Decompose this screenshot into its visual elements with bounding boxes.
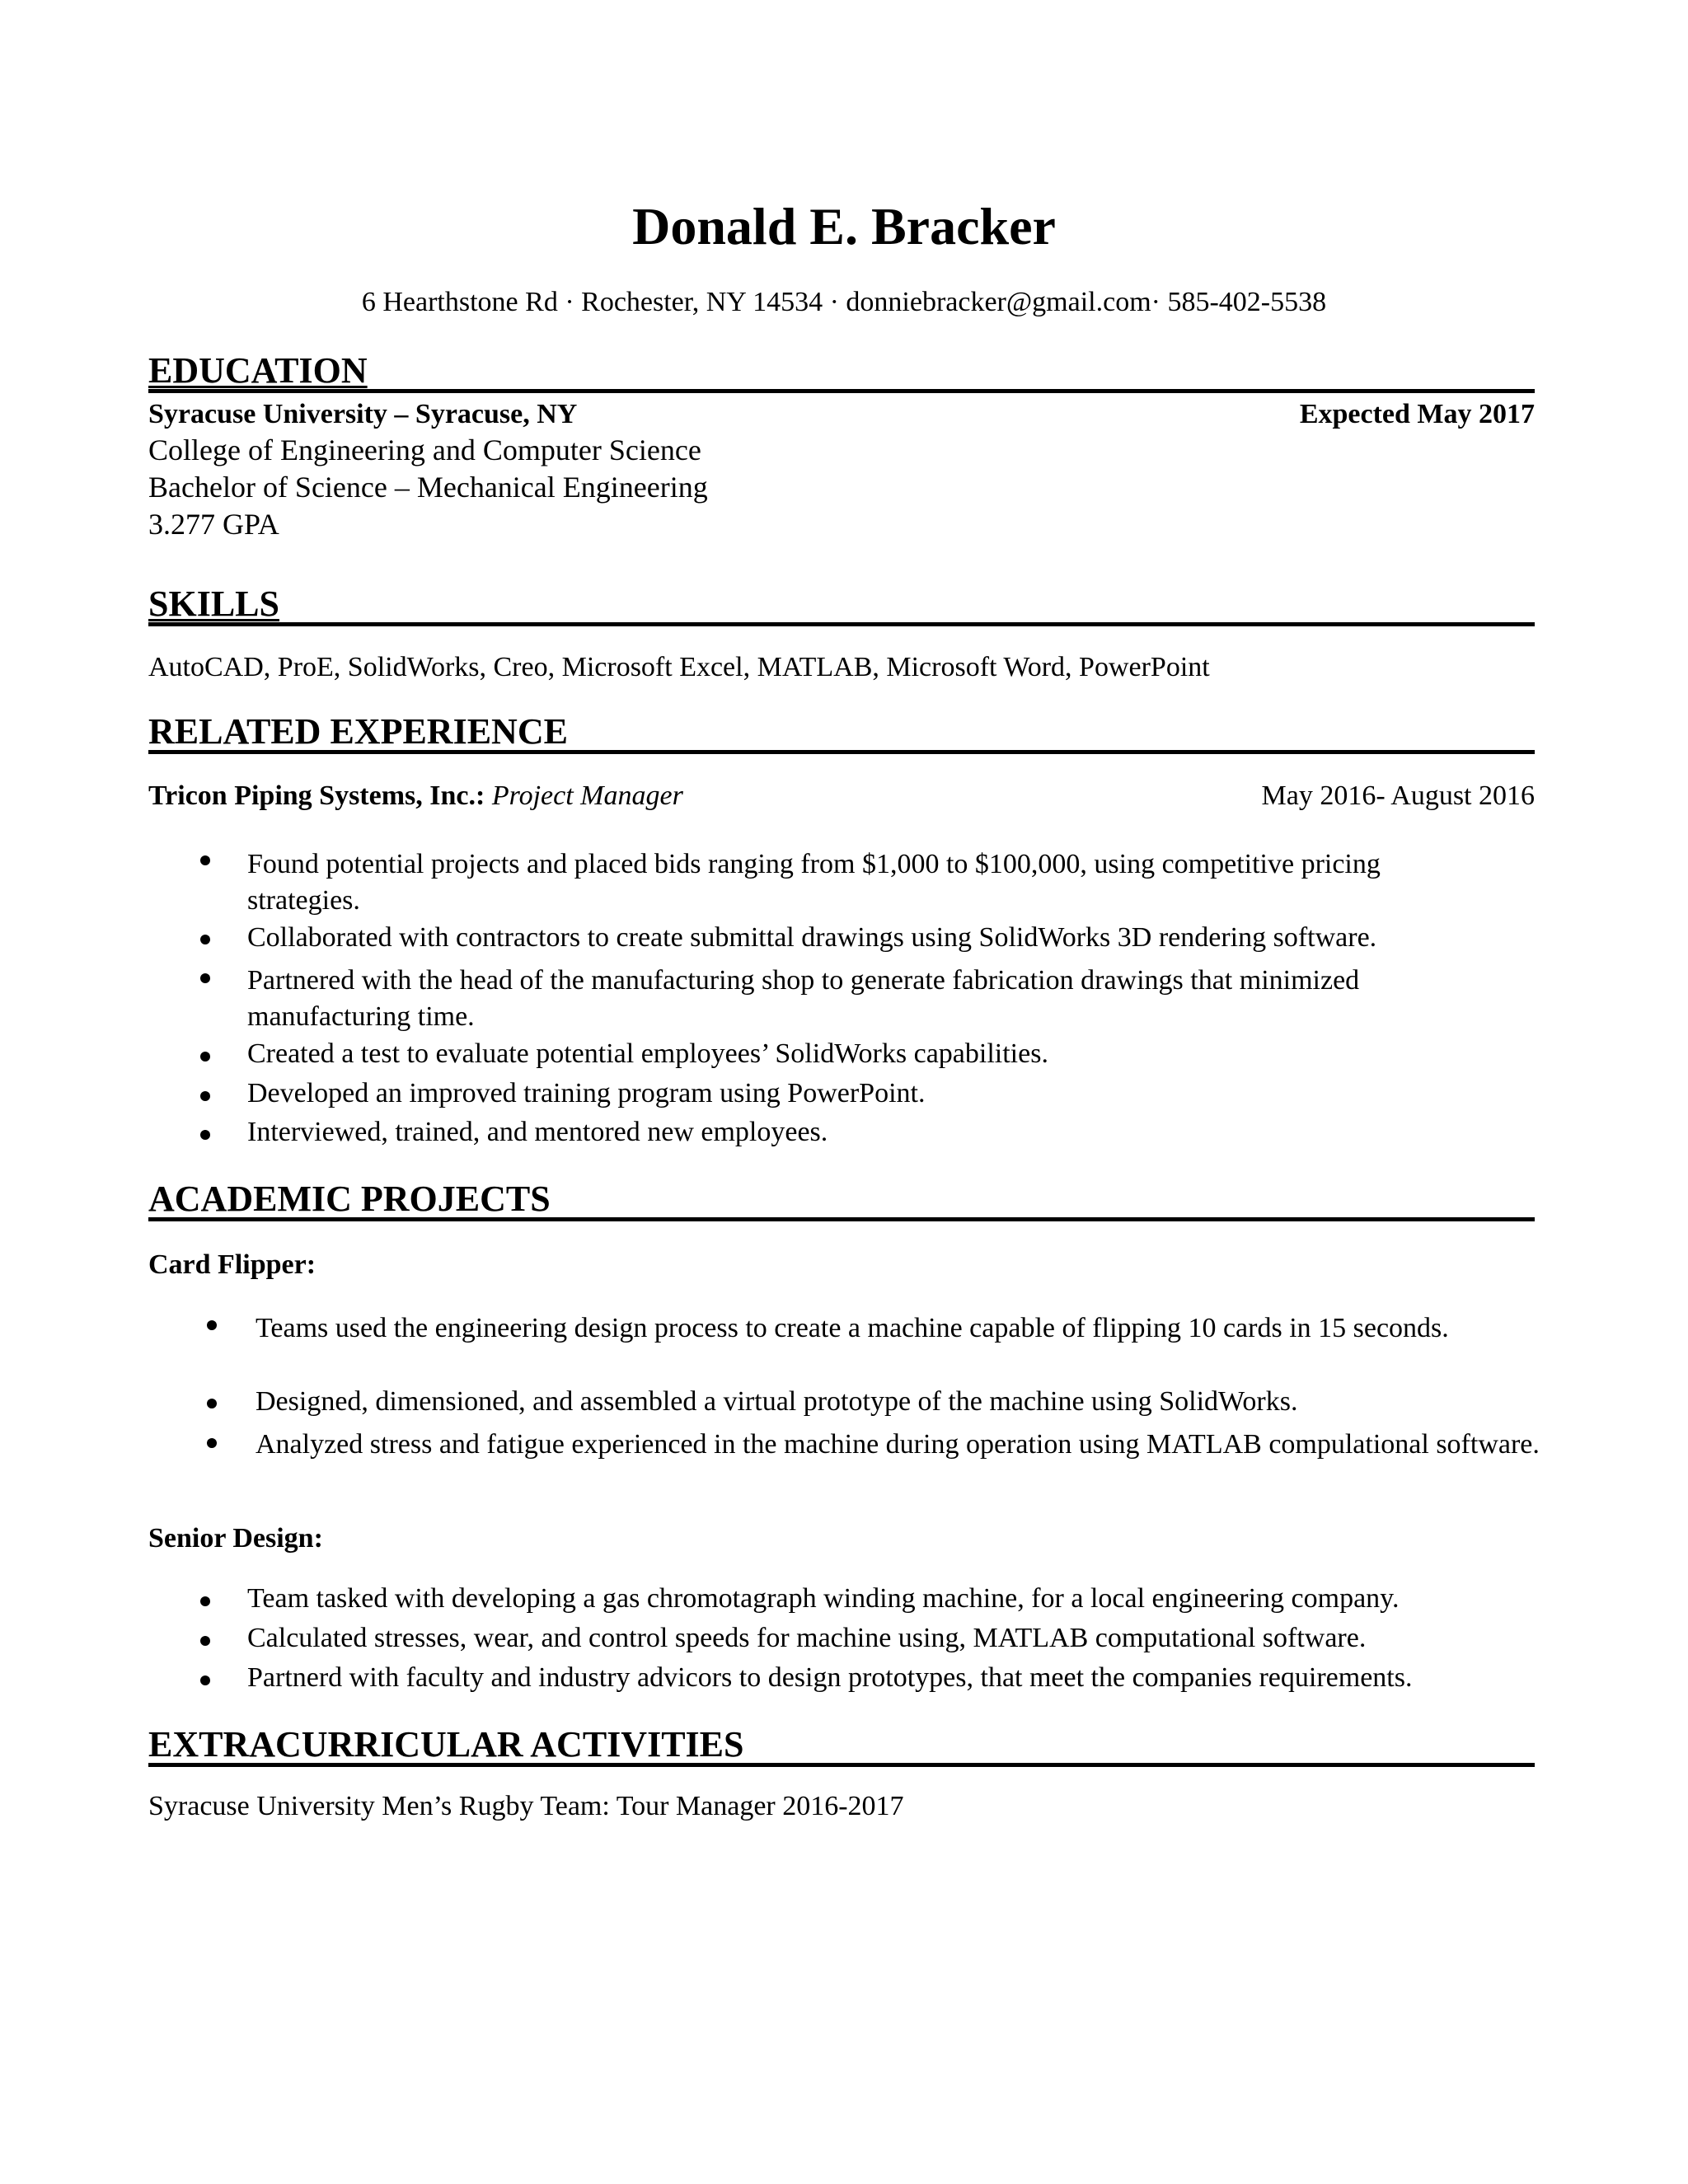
education-line-degree: Bachelor of Science – Mechanical Engineering [148,471,708,504]
experience-bullet-4: Created a test to evaluate potential employees’ SolidWorks capabilities. [247,1038,1048,1069]
card-flipper-title: Card Flipper: [148,1249,316,1280]
card-flipper-bullet-2: Designed, dimensioned, and assembled a virtual prototype of the machine using SolidWorks. [256,1386,1298,1417]
experience-company-line [148,782,683,810]
bullet-dot [200,1052,210,1062]
senior-design-title: Senior Design: [148,1523,323,1554]
bullet-dot [200,855,210,865]
skills-list: AutoCAD, ProE, SolidWorks, Creo, Microsoft Excel, MATLAB, Microsoft Word, PowerPoint [148,652,1210,682]
bullet-dot [207,1320,217,1330]
experience-bullet-2: Collaborated with contractors to create submittal drawings using SolidWorks 3D rendering software. [247,922,1377,953]
bullet-dot [200,1130,210,1140]
card-flipper-bullet-3: Analyzed stress and fatigue experienced in the machine during operation using MATLAB compulational software. [256,1429,1540,1460]
bullet-dot [200,1091,210,1101]
education-line-college: College of Engineering and Computer Science [148,434,701,466]
experience-bullet-5: Developed an improved training program using PowerPoint. [247,1078,926,1108]
extracurricular-text: Syracuse University Men’s Rugby Team: Tour Manager 2016-2017 [148,1791,904,1821]
experience-title: RELATED EXPERIENCE [148,711,568,752]
extracurricular-title: EXTRACURRICULAR ACTIVITIES [148,1724,744,1765]
bullet-dot [200,1675,210,1685]
experience-bullet-1: Found potential projects and placed bids ranging from $1,000 to $100,000, using competitive pricing strategies. [247,849,1381,916]
experience-section-header [148,707,1535,754]
senior-design-bullet-3: Partnerd with faculty and industry advicors to design prototypes, that meet the companies requirements. [247,1662,1413,1693]
resume-name: Donald E. Bracker [632,197,1056,255]
experience-dates: May 2016- August 2016 [1261,780,1535,811]
bullet-dot [200,973,210,983]
card-flipper-bullet-1: Teams used the engineering design process to create a machine capable of flipping 10 cards in 15 seconds. [256,1313,1449,1343]
projects-title: ACADEMIC PROJECTS [148,1179,551,1219]
bullet-dot [200,1636,210,1646]
bullet-dot [200,1596,210,1606]
senior-design-bullet-2: Calculated stresses, wear, and control speeds for machine using, MATLAB computational software. [247,1623,1367,1653]
education-date: Expected May 2017 [1299,399,1535,429]
education-school: Syracuse University – Syracuse, NY [148,399,578,429]
contact-line: 6 Hearthstone Rd · Rochester, NY 14534 · donniebracker@gmail.com· 585-402-5538 [361,287,1327,317]
bullet-dot [207,1438,217,1448]
extracurricular-section-header [148,1720,1535,1767]
bullet-dot [200,935,210,944]
skills-title: SKILLS [148,583,279,624]
experience-bullet-6: Interviewed, trained, and mentored new employees. [247,1117,828,1147]
education-section-header [148,346,1535,393]
experience-role: Project Manager [491,780,683,811]
bullet-dot [207,1399,217,1408]
experience-company: Tricon Piping Systems, Inc.: [148,780,485,811]
skills-section-header [148,579,1535,626]
senior-design-bullet-1: Team tasked with developing a gas chromotagraph winding machine, for a local engineering company. [247,1583,1400,1614]
education-line-gpa: 3.277 GPA [148,508,279,541]
experience-bullet-3: Partnered with the head of the manufacturing shop to generate fabrication drawings that minimized manufacturing time. [247,965,1360,1032]
projects-section-header [148,1174,1535,1221]
education-title: EDUCATION [148,350,368,391]
